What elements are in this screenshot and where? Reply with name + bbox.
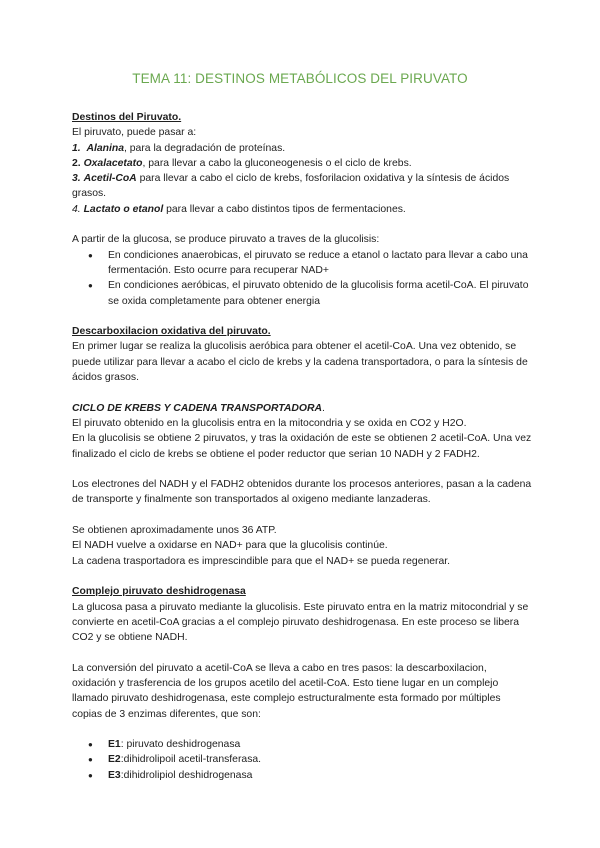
list-item: 1. Alanina, para la degradación de proteínas.: [72, 142, 286, 154]
section-heading-descarboxilacion: Descarboxilacion oxidativa del piruvato.: [72, 326, 271, 338]
paragraph-glucosa: A partir de la glucosa, se produce piruvato a traves de la glucolisis:: [72, 234, 380, 246]
bullet-item: ● En condiciones aeróbicas, el piruvato obtenido de la glucolisis forma acetil-CoA. El piruvato se oxida completamente para obtener energia: [72, 278, 532, 309]
list-item: 2. Oxalacetato, para llevar a cabo la gluconeogenesis o el ciclo de krebs.: [72, 157, 412, 169]
paragraph-descarboxilacion: En primer lugar se realiza la glucolisis aeróbica para obtener el acetil-CoA. Una vez obtenido, se puede utilizar para llevar a acabo el ciclo de krebs y la cadena transportadora, o para la síntesis de ácidos grasos.: [72, 341, 528, 384]
bullet-item: ● En condiciones anaerobicas, el piruvato se reduce a etanol o lactato para llevar a cabo una fermentación. Esto ocurre para recuperar NAD+: [72, 248, 532, 279]
enzyme-list: [72, 737, 532, 783]
paragraph-complejo: La glucosa pasa a piruvato mediante la glucolisis. Este piruvato entra en la matriz mitocondrial y se convierte en acetil-CoA gracias a el complejo piruvato deshidrogenasa. En este proceso se libera CO2 y se obtiene NADH.: [72, 601, 529, 644]
paragraph-line: El NADH vuelve a oxidarse en NAD+ para que la glucolisis continúe.: [72, 540, 388, 552]
paragraph-line: El piruvato obtenido en la glucolisis entra en la mitocondria y se oxida en CO2 y H2O.: [72, 417, 467, 429]
document-body: [72, 110, 532, 783]
section-heading-destinos: Destinos del Piruvato.: [72, 112, 182, 123]
enzyme-item: ● E2:dihidrolipoil acetil-transferasa.: [72, 752, 532, 767]
paragraph-line: Se obtienen aproximadamente unos 36 ATP.: [72, 525, 277, 537]
enzyme-item: ● E3:dihidrolipiol deshidrogenasa: [72, 768, 532, 783]
section-heading-complejo: Complejo piruvato deshidrogenasa: [72, 586, 246, 598]
list-item: 3. Acetil-CoA para llevar a cabo el ciclo de krebs, fosforilacion oxidativa y la síntesis de ácidos grasos.: [72, 173, 510, 200]
paragraph-line: La cadena trasportadora es imprescindible para que el NAD+ se pueda regenerar.: [72, 555, 451, 567]
paragraph-conversion: La conversión del piruvato a acetil-CoA se lleva a cabo en tres pasos: la descarboxilacion, oxidación y trasferencia de los grupos acetilo del acetil-CoA. Esto tiene lugar en un complejo llamado piruvato deshidrogenasa, este complejo estructuralmente esta formado por múltiples copias de 3 enzimas diferentes, que son:: [72, 662, 501, 720]
paragraph-electrones: Los electrones del NADH y el FADH2 obtenidos durante los procesos anteriores, pasan a la cadena de transporte y finalmente son transportados al oxigeno mediante lanzaderas.: [72, 479, 532, 506]
section-heading-krebs: CICLO DE KREBS Y CADENA TRANSPORTADORA.: [72, 402, 325, 414]
page-title: TEMA 11: DESTINOS METABÓLICOS DEL PIRUVATO: [132, 71, 468, 86]
paragraph-line: En la glucolisis se obtiene 2 piruvatos, y tras la oxidación de este se obtienen 2 acetil-CoA. Una vez finalizado el ciclo de krebs se obtiene el poder reductor que serian 10 NADH y 2 FADH2.: [72, 433, 532, 460]
enzyme-item: ● E1: piruvato deshidrogenasa: [72, 737, 532, 752]
bullet-list: [72, 248, 532, 309]
list-item: 4. Lactato o etanol para llevar a cabo distintos tipos de fermentaciones.: [72, 203, 406, 215]
paragraph-intro: El piruvato, puede pasar a:: [72, 127, 197, 139]
